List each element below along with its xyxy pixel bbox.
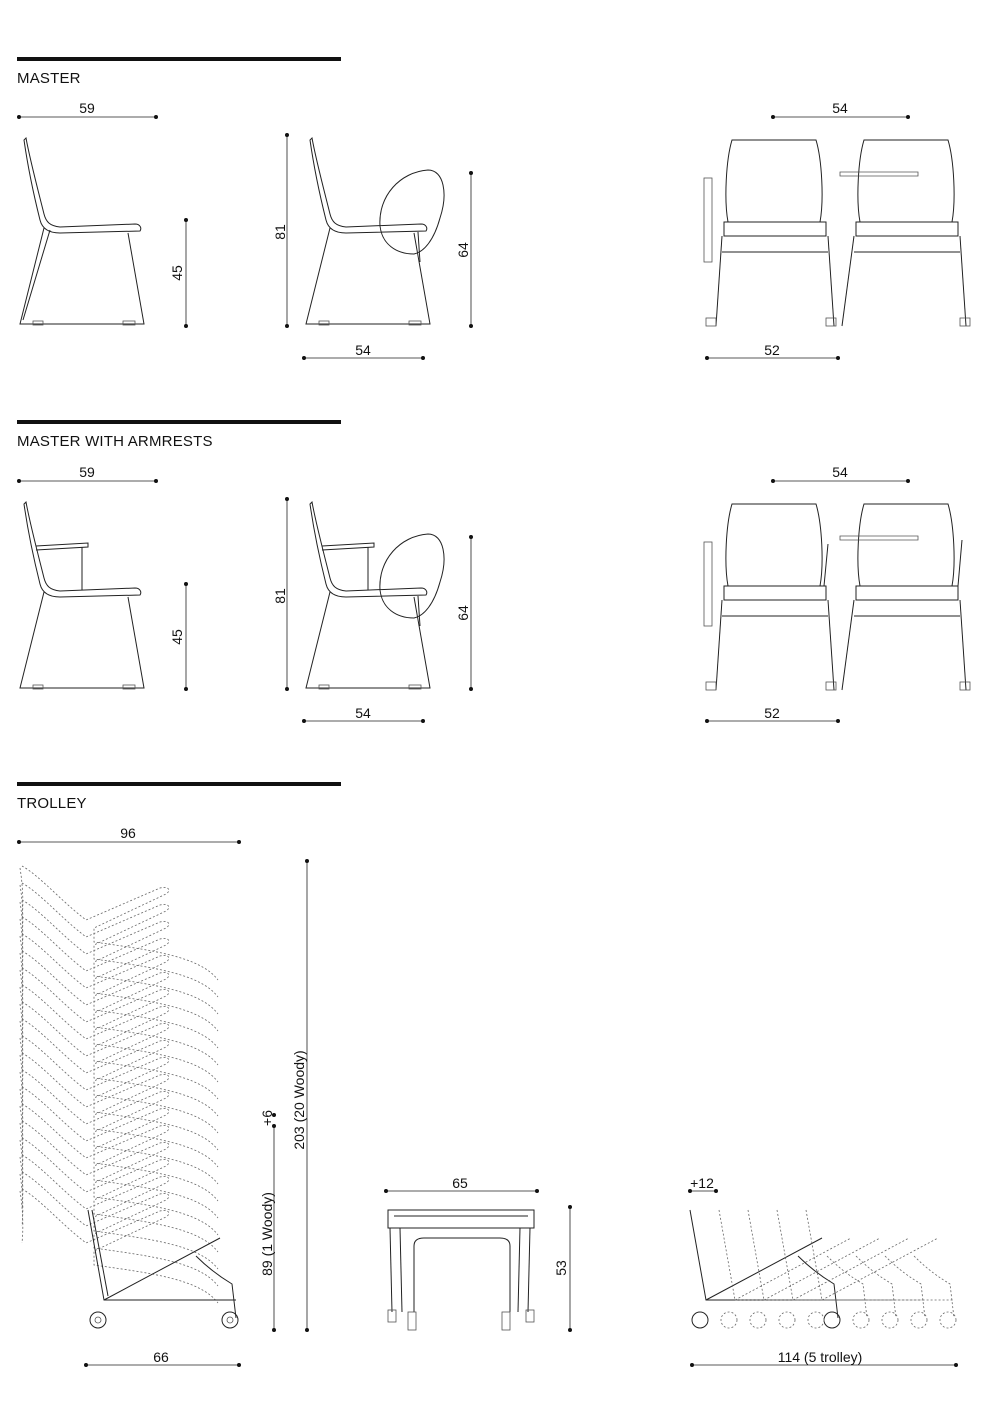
dim-label: 89 (1 Woody): [259, 1192, 275, 1276]
armrests-height-dimension: [272, 497, 289, 691]
dim-label: 54: [832, 464, 848, 480]
armrests-depth-dimension: [17, 464, 158, 483]
section-title-master: MASTER: [17, 70, 81, 87]
trolley-nested-row: [690, 1210, 956, 1328]
master-row-pitch-dimension: [705, 342, 840, 360]
master-tablet-side-view: [306, 138, 444, 325]
armrests-seat-height-dimension: [169, 582, 188, 691]
master-tablet-height-dimension: [455, 171, 473, 328]
trolley-front-view: [388, 1210, 534, 1330]
dim-label: 64: [455, 605, 471, 621]
dim-label: 54: [355, 342, 371, 358]
dim-label: 81: [272, 588, 288, 604]
master-seat-height-dimension: [169, 218, 188, 328]
dim-label: 54: [355, 705, 371, 721]
dim-label: 203 (20 Woody): [291, 1050, 307, 1150]
armrests-row-pitch-dimension: [705, 705, 840, 723]
dim-label: 45: [169, 629, 185, 645]
dim-label: +12: [690, 1175, 714, 1191]
trolley-nest-length-dimension: [690, 1349, 958, 1367]
dim-label: 66: [153, 1349, 169, 1365]
dim-label: 45: [169, 265, 185, 281]
dim-label: 81: [272, 224, 288, 240]
armrests-side-view: [20, 502, 144, 689]
dim-label: 114 (5 trolley): [777, 1349, 863, 1365]
master-front-view-row: [704, 140, 970, 326]
master-tablet-depth-dimension: [302, 342, 425, 360]
dim-label: 59: [79, 464, 95, 480]
dim-label: 65: [452, 1175, 468, 1191]
trolley-base-depth-dimension: [84, 1349, 241, 1367]
dim-label: 59: [79, 100, 95, 116]
armrests-tablet-side-view: [306, 502, 444, 689]
section-title-armrests: MASTER WITH ARMRESTS: [17, 433, 213, 450]
dim-label: 53: [553, 1260, 569, 1276]
dim-label: 64: [455, 242, 471, 258]
master-side-view: [20, 138, 144, 325]
trolley-stacked-chairs: [20, 866, 218, 1303]
trolley-height-dimension: [553, 1205, 572, 1332]
trolley-base-height-dimension: [259, 1110, 276, 1332]
trolley-frame-side-view: [88, 1210, 238, 1328]
armrests-tablet-width-dimension: [771, 464, 910, 483]
trolley-width-dimension: [384, 1175, 539, 1193]
armrests-tablet-depth-dimension: [302, 705, 425, 723]
dim-label: 52: [764, 705, 780, 721]
dim-label: 52: [764, 342, 780, 358]
section-title-trolley: TROLLEY: [17, 795, 87, 812]
master-tablet-width-dimension: [771, 100, 910, 119]
dim-label: 54: [832, 100, 848, 116]
trolley-stack-depth-dimension: [17, 825, 241, 844]
dim-label: +6: [259, 1110, 275, 1126]
master-depth-dimension: [17, 100, 158, 119]
armrests-tablet-height-dimension: [455, 535, 473, 691]
trolley-nest-increment-dimension: [688, 1175, 718, 1193]
armrests-front-view-row: [704, 504, 970, 690]
master-height-dimension: [272, 133, 289, 328]
trolley-stack-height-dimension: [291, 859, 309, 1332]
dim-label: 96: [120, 825, 136, 841]
